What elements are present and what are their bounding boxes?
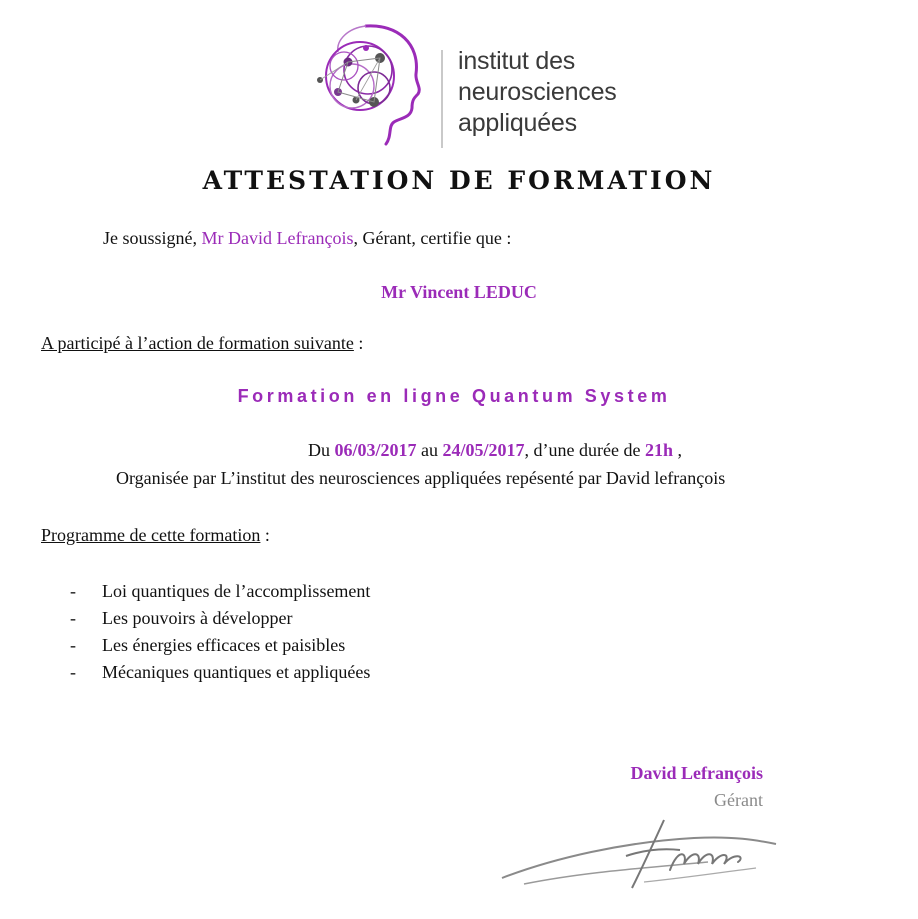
head-circles-logo-icon [308, 18, 428, 148]
list-item [70, 661, 370, 688]
logo-line-2: neurosciences [458, 78, 617, 106]
list-marker: - [70, 662, 76, 682]
handwritten-signature-icon [494, 812, 868, 910]
list-marker: - [70, 581, 76, 601]
list-item [70, 580, 370, 607]
duration-prefix: , d’une durée de [524, 440, 645, 460]
organizer-statement: Organisée par L’institut des neurosciences appliquées repésenté par David lefrançois [116, 468, 726, 488]
list-marker: - [70, 635, 76, 655]
signer-name: Mr David Lefrançois [201, 228, 354, 248]
list-item [70, 607, 370, 634]
participant-name: Mr Vincent LEDUC [381, 282, 537, 302]
dates-middle: au [416, 440, 443, 460]
signatory-role: Gérant [714, 790, 763, 810]
program-item-text: Mécaniques quantiques et appliquées [102, 662, 371, 682]
program-item-text: Les pouvoirs à développer [102, 608, 293, 628]
participation-heading [41, 333, 363, 354]
duration-value: 21h [644, 440, 673, 460]
program-item-text: Les énergies efficaces et paisibles [102, 635, 346, 655]
participation-colon: : [353, 333, 364, 353]
start-date: 06/03/2017 [334, 440, 417, 460]
document-title: ATTESTATION DE FORMATION [202, 166, 716, 195]
list-marker: - [70, 608, 76, 628]
logo-line-1: institut des [458, 47, 576, 75]
course-title: Formation en ligne Quantum System [237, 386, 671, 406]
program-label: Programme de cette formation [41, 525, 261, 545]
logo-separator [441, 50, 443, 148]
participation-label: A participé à l’action de formation suivante [41, 333, 354, 353]
certification-suffix: , Gérant, certifie que : [353, 228, 512, 248]
institute-logo [308, 18, 638, 153]
certification-statement [103, 228, 511, 249]
program-colon: : [260, 525, 270, 545]
end-date: 24/05/2017 [442, 440, 525, 460]
signatory-name: David Lefrançois [630, 763, 763, 783]
dates-prefix: Du [308, 440, 335, 460]
program-heading [41, 525, 270, 546]
logo-line-3: appliquées [458, 109, 577, 137]
program-item-text: Loi quantiques de l’accomplissement [102, 581, 371, 601]
program-list [70, 580, 370, 688]
course-dates [0, 440, 918, 461]
certification-prefix: Je soussigné, [103, 228, 202, 248]
list-item [70, 634, 370, 661]
dates-suffix: , [673, 440, 682, 460]
logo-wordmark [458, 46, 617, 139]
